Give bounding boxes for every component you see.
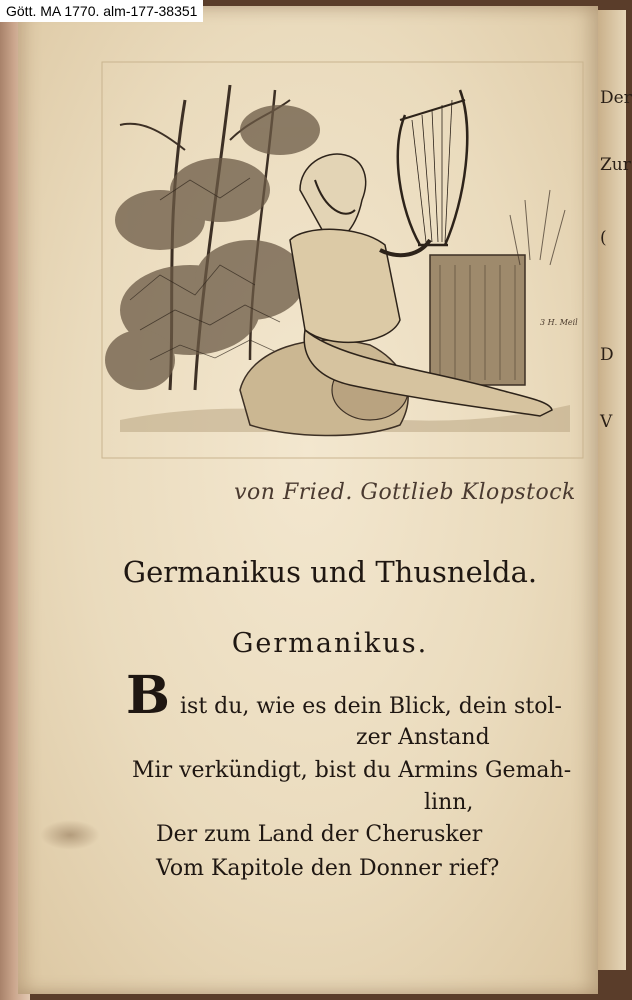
adjacent-page-edge	[598, 10, 632, 970]
poem-title: Germanikus und Thusnelda.	[122, 555, 538, 589]
engraver-signature: 3 H. Meil	[540, 318, 578, 327]
engraving-illustration	[100, 60, 585, 460]
poem-line: Mir verkündigt, bist du Armins Gemah-	[132, 758, 572, 783]
drop-cap: B	[126, 665, 170, 726]
poem-line: linn,	[424, 790, 474, 815]
poem-line: Der zum Land der Cherusker	[156, 822, 483, 847]
library-label: Gött. MA 1770. alm-177-38351	[0, 0, 203, 22]
paper-stain	[40, 820, 100, 850]
poem-line: ist du, wie es dein Blick, dein stol-	[180, 694, 562, 719]
handwritten-author-note: von Fried. Gottlieb Klopstock	[234, 480, 576, 505]
poem-line: Vom Kapitole den Donner rief?	[156, 856, 500, 881]
poem-line: zer Anstand	[356, 725, 490, 750]
adjacent-page-fragment: (	[600, 228, 607, 248]
adjacent-page-fragment: D	[600, 345, 614, 365]
adjacent-page-fragment: V	[600, 412, 613, 432]
adjacent-page-fragment: Zur	[600, 155, 631, 175]
speaker-heading: Germanikus.	[231, 628, 429, 659]
adjacent-page-fragment: Der	[600, 88, 632, 108]
